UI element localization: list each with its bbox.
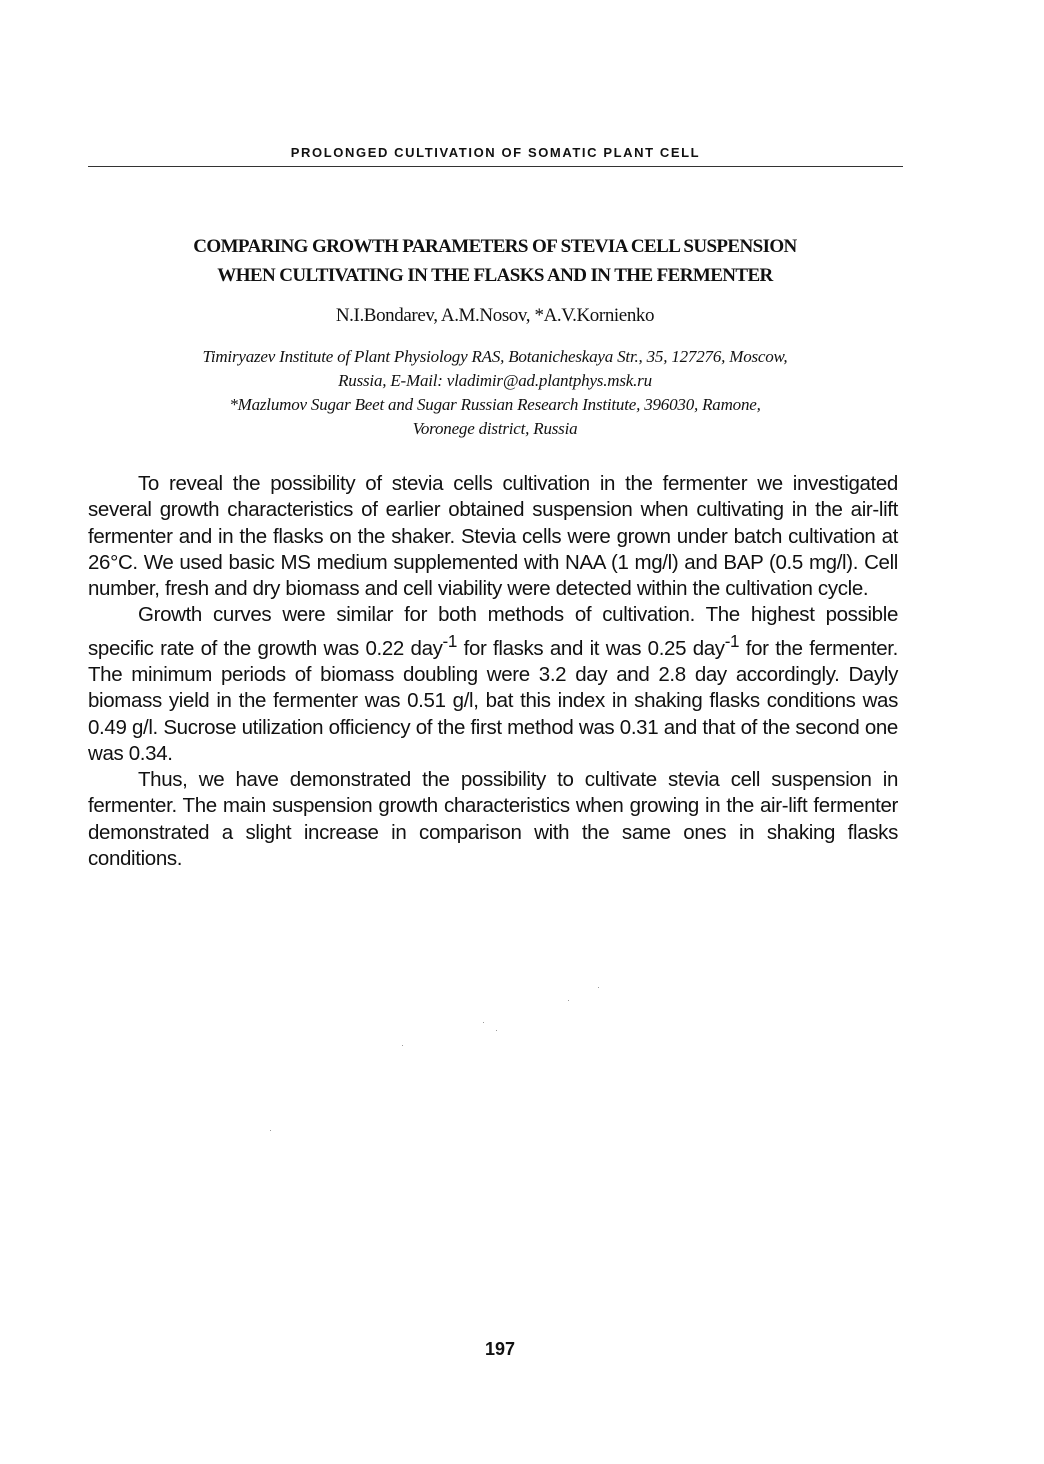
paragraph-2 xyxy=(88,602,898,767)
affiliations xyxy=(80,345,910,441)
title-line-1: COMPARING GROWTH PARAMETERS OF STEVIA CELL SUSPENSION xyxy=(193,236,797,257)
scan-speck xyxy=(568,1000,569,1001)
superscript-2: -1 xyxy=(724,631,740,651)
authors: N.I.Bondarev, A.M.Nosov, *A.V.Kornienko xyxy=(335,305,655,326)
affiliation-line-3: *Mazlumov Sugar Beet and Sugar Russian Research Institute, 396030, Ramone, xyxy=(229,395,761,414)
page-number: 197 xyxy=(484,1339,516,1359)
paragraph-2-part-1: Growth curves were similar for both methods of cultivation. The highest possible specific rate of the growth was 0.22 day xyxy=(88,603,898,660)
abstract-body xyxy=(88,471,898,872)
affiliation-line-2: Russia, E-Mail: vladimir@ad.plantphys.msk.ru xyxy=(338,371,652,390)
header-rule xyxy=(88,166,903,167)
scan-speck xyxy=(496,1030,497,1031)
scan-speck xyxy=(270,1130,271,1131)
affiliation-line-1: Timiryazev Institute of Plant Physiology RAS, Botanicheskaya Str., 35, 127276, Moscow, xyxy=(202,347,788,366)
superscript-1: -1 xyxy=(442,631,458,651)
paper-title xyxy=(80,232,910,290)
scan-speck xyxy=(483,1022,484,1023)
scan-speck xyxy=(402,1045,403,1046)
running-header: PROLONGED CULTIVATION OF SOMATIC PLANT CELL xyxy=(290,145,701,160)
title-line-2: WHEN CULTIVATING IN THE FLASKS AND IN THE FERMENTER xyxy=(217,265,773,286)
paragraph-2-part-2: for flasks and it was 0.25 day xyxy=(457,636,725,660)
paragraph-3: Thus, we have demonstrated the possibility to cultivate stevia cell suspension in fermenter. The main suspension growth characteristics when growing in the air-lift fermenter demonstrated a slight increase in comparison with the same ones in shaking flasks conditions. xyxy=(88,768,898,870)
scan-speck xyxy=(598,987,599,988)
paragraph-2-part-3: for the fermenter. The minimum periods of biomass doubling were 3.2 day and 2.8 day accordingly. Dayly biomass yield in the fermenter was 0.51 g/l, bat this index in shaking flasks conditions was 0.49 g/l. Sucrose utilization officiency of the first method was 0.31 and that of the second one was 0.34. xyxy=(88,636,898,765)
paragraph-1: To reveal the possibility of stevia cells cultivation in the fermenter we investigated several growth characteristics of earlier obtained suspension when cultivating in the air-lift fermenter and in the flasks on the shaker. Stevia cells were grown under batch cultivation at 26°C. We used basic MS medium supplemented with NAA (1 mg/l) and BAP (0.5 mg/l). Cell number, fresh and dry biomass and cell viability were detected within the cultivation cycle. xyxy=(88,472,898,601)
affiliation-line-4: Voronege district, Russia xyxy=(412,419,578,438)
